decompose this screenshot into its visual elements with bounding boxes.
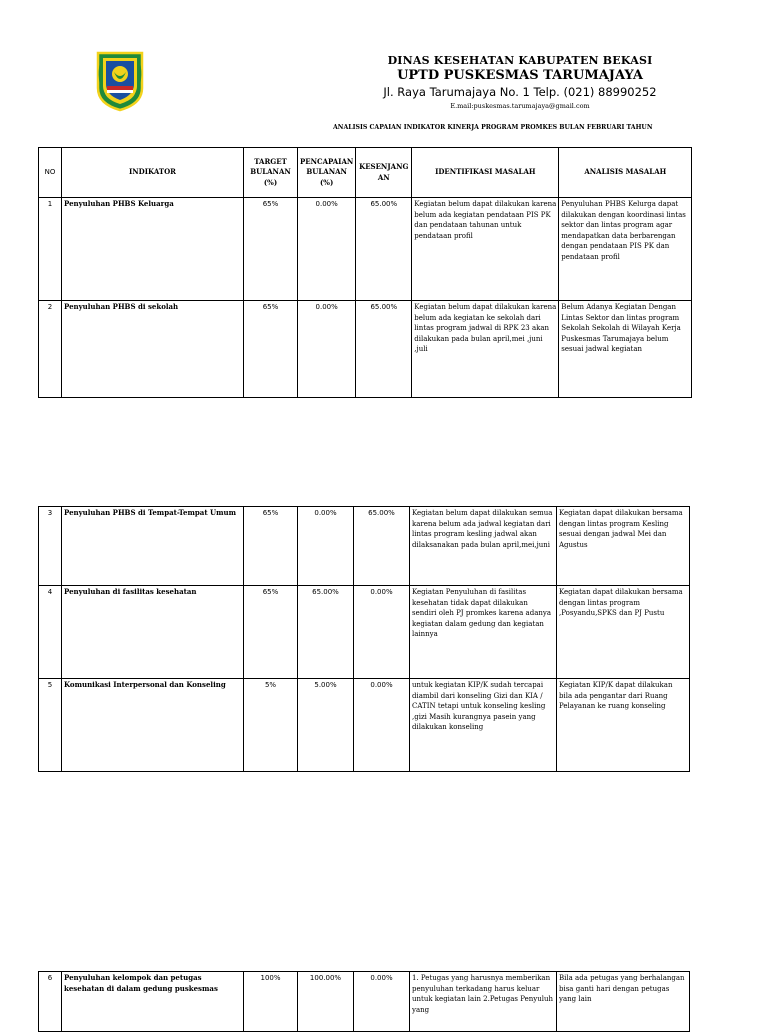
row-target: 65% <box>244 301 298 398</box>
row-indikator: Penyuluhan PHBS di sekolah <box>62 301 244 398</box>
header-target: TARGET BULANAN (%) <box>244 148 298 198</box>
header-no: NO <box>39 148 62 198</box>
email: E.mail:puskesmas.tarumajaya@gmail.com <box>450 102 590 110</box>
row-pencapaian: 100.00% <box>298 972 354 1032</box>
row-target: 65% <box>244 198 298 301</box>
row-analisis: Kegiatan dapat dilakukan bersama dengan lintas program ,Posyandu,SPKS dan PJ Pustu <box>557 586 690 679</box>
row-kesenjangan: 0.00% <box>354 972 410 1032</box>
row-pencapaian: 65.00% <box>298 586 354 679</box>
row-identifikasi: Kegiatan belum dapat dilakukan karena belum ada kegiatan pendataan PIS PK dan pendataan tahunan untuk pendataan profil <box>412 198 559 301</box>
row-identifikasi: Kegiatan belum dapat dilakukan semua karena belum ada jadwal kegiatan dari lintas program kesling jadwal akan dilaksanakan pada bulan april,mei,juni <box>410 507 557 586</box>
address: Jl. Raya Tarumajaya No. 1 Telp. (021) 88990252 <box>383 85 657 99</box>
row-analisis: Belum Adanya Kegiatan Dengan Lintas Sektor dan lintas program Sekolah Sekolah di Wilayah Kerja Puskesmas Tarumajaya belum sesuai jadwal kegiatan <box>559 301 692 398</box>
row-indikator: Penyuluhan PHBS Keluarga <box>62 198 244 301</box>
row-kesenjangan: 65.00% <box>356 301 412 398</box>
header-pencapaian: PENCAPAIAN BULANAN (%) <box>298 148 356 198</box>
row-indikator: Komunikasi Interpersonal dan Konseling <box>62 679 244 772</box>
row-no: 1 <box>39 198 62 301</box>
row-target: 100% <box>244 972 298 1032</box>
row-no: 6 <box>39 972 62 1032</box>
indicator-table-part-3 <box>38 971 690 1032</box>
indicator-table-part-2 <box>38 506 690 772</box>
row-no: 3 <box>39 507 62 586</box>
table-row <box>39 972 690 1032</box>
document-caption: ANALISIS CAPAIAN INDIKATOR KINERJA PROGRAM PROMKES BULAN FEBRUARI TAHUN <box>333 124 653 131</box>
row-kesenjangan: 65.00% <box>354 507 410 586</box>
row-indikator: Penyuluhan kelompok dan petugas kesehatan di dalam gedung puskesmas <box>62 972 244 1032</box>
row-pencapaian: 0.00% <box>298 198 356 301</box>
row-indikator: Penyuluhan di fasilitas kesehatan <box>62 586 244 679</box>
row-pencapaian: 0.00% <box>298 301 356 398</box>
row-analisis: Penyuluhan PHBS Kelurga dapat dilakukan dengan koordinasi lintas sektor dan lintas program agar mendapatkan data berbarengan dengan pendataan PIS PK dan pendataan profil <box>559 198 692 301</box>
row-pencapaian: 5.00% <box>298 679 354 772</box>
table-row <box>39 198 692 301</box>
header-kesenjangan: KESENJANGAN <box>356 148 412 198</box>
row-no: 2 <box>39 301 62 398</box>
row-pencapaian: 0.00% <box>298 507 354 586</box>
row-kesenjangan: 0.00% <box>354 586 410 679</box>
row-target: 5% <box>244 679 298 772</box>
row-identifikasi: 1. Petugas yang harusnya memberikan penyuluhan terkadang harus keluar untuk kegiatan lain 2.Petugas Penyuluh yang <box>410 972 557 1032</box>
table-row <box>39 301 692 398</box>
agency-name: DINAS KESEHATAN KABUPATEN BEKASI <box>387 54 653 67</box>
table-row <box>39 679 690 772</box>
bekasi-regency-crest-icon <box>95 50 145 112</box>
row-analisis: Kegiatan dapat dilakukan bersama dengan lintas program Kesling sesuai dengan jadwal Mei dan Agustus <box>557 507 690 586</box>
row-no: 5 <box>39 679 62 772</box>
row-kesenjangan: 0.00% <box>354 679 410 772</box>
row-analisis: Kegiatan KIP/K dapat dilakukan bila ada pengantar dari Ruang Pelayanan ke ruang konseling <box>557 679 690 772</box>
row-identifikasi: untuk kegiatan KIP/K sudah tercapai diambil dari konseling Gizi dan KIA / CATIN tetapi untuk konseling kesling ,gizi Masih kurangnya pasein yang dilakukan konseling <box>410 679 557 772</box>
table-row <box>39 586 690 679</box>
row-indikator: Penyuluhan PHBS di Tempat-Tempat Umum <box>62 507 244 586</box>
header-analisis: ANALISIS MASALAH <box>559 148 692 198</box>
indicator-table-part-1 <box>38 147 692 398</box>
row-identifikasi: Kegiatan belum dapat dilakukan karena belum ada kegiatan ke sekolah dari lintas program jadwal di RPK 23 akan dilakukan pada bulan april,mei ,juni ,juli <box>412 301 559 398</box>
row-target: 65% <box>244 586 298 679</box>
header-identifikasi: IDENTIFIKASI MASALAH <box>412 148 559 198</box>
header-indikator: INDIKATOR <box>62 148 244 198</box>
table-header-row <box>39 148 692 198</box>
row-kesenjangan: 65.00% <box>356 198 412 301</box>
row-target: 65% <box>244 507 298 586</box>
unit-name: UPTD PUSKESMAS TARUMAJAYA <box>397 68 643 83</box>
row-analisis: Bila ada petugas yang berhalangan bisa ganti hari dengan petugas yang lain <box>557 972 690 1032</box>
row-identifikasi: Kegiatan Penyuluhan di fasilitas kesehatan tidak dapat dilakukan sendiri oleh PJ promkes karena adanya kegiatan dalam gedung dan kegiatan lainnya <box>410 586 557 679</box>
row-no: 4 <box>39 586 62 679</box>
table-row <box>39 507 690 586</box>
